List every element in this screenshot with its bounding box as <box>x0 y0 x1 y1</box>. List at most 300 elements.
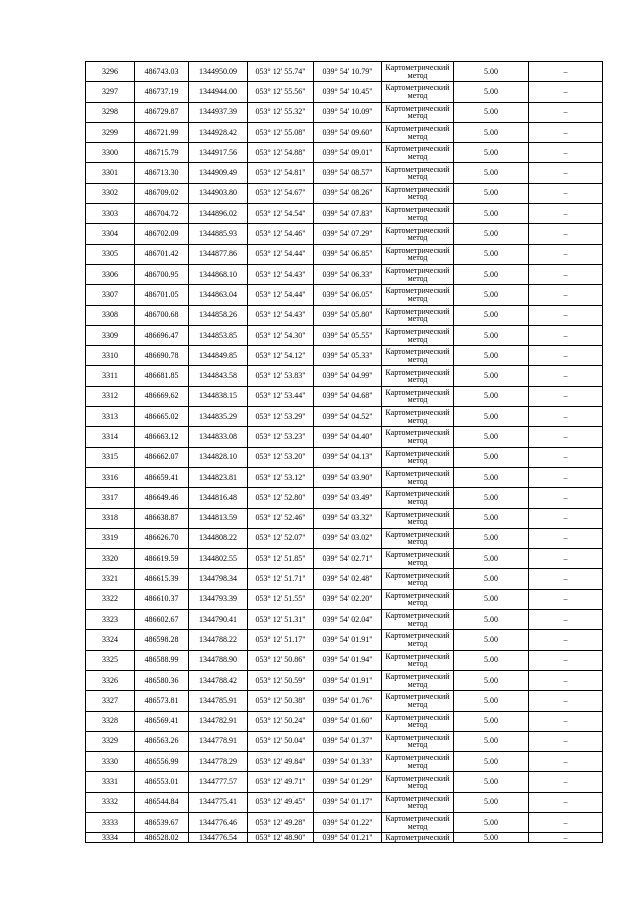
x-coordinate-cell: 486528.02 <box>135 833 189 843</box>
method-cell: Картометрический метод <box>382 650 454 670</box>
y-coordinate-cell: 1344775.41 <box>189 792 248 812</box>
note-cell: – <box>529 62 603 82</box>
x-coordinate-cell: 486563.26 <box>135 731 189 751</box>
accuracy-cell: 5.00 <box>454 204 529 224</box>
note-cell: – <box>529 670 603 690</box>
method-cell: Картометрический метод <box>382 386 454 406</box>
method-cell: Картометрический метод <box>382 325 454 345</box>
longitude-cell: 039° 54' 05.55" <box>314 325 382 345</box>
method-cell: Картометрический метод <box>382 143 454 163</box>
x-coordinate-cell: 486701.05 <box>135 285 189 305</box>
latitude-cell: 053° 12' 54.88" <box>248 143 314 163</box>
y-coordinate-cell: 1344813.59 <box>189 508 248 528</box>
longitude-cell: 039° 54' 02.71" <box>314 549 382 569</box>
x-coordinate-cell: 486700.68 <box>135 305 189 325</box>
table-row <box>86 630 603 650</box>
table-row <box>86 204 603 224</box>
y-coordinate-cell: 1344896.02 <box>189 204 248 224</box>
longitude-cell: 039° 54' 04.40" <box>314 427 382 447</box>
latitude-cell: 053° 12' 50.59" <box>248 670 314 690</box>
accuracy-cell: 5.00 <box>454 691 529 711</box>
accuracy-cell: 5.00 <box>454 752 529 772</box>
method-cell: Картометрический метод <box>382 285 454 305</box>
longitude-cell: 039° 54' 08.26" <box>314 183 382 203</box>
point-number-cell: 3331 <box>86 772 135 792</box>
point-number-cell: 3317 <box>86 488 135 508</box>
latitude-cell: 053° 12' 55.56" <box>248 82 314 102</box>
table-row <box>86 102 603 122</box>
method-cell: Картометрический метод <box>382 630 454 650</box>
longitude-cell: 039° 54' 09.01" <box>314 143 382 163</box>
y-coordinate-cell: 1344798.34 <box>189 569 248 589</box>
longitude-cell: 039° 54' 01.33" <box>314 752 382 772</box>
accuracy-cell: 5.00 <box>454 386 529 406</box>
y-coordinate-cell: 1344788.22 <box>189 630 248 650</box>
y-coordinate-cell: 1344785.91 <box>189 691 248 711</box>
accuracy-cell: 5.00 <box>454 285 529 305</box>
point-number-cell: 3318 <box>86 508 135 528</box>
x-coordinate-cell: 486544.84 <box>135 792 189 812</box>
latitude-cell: 053° 12' 54.67" <box>248 183 314 203</box>
x-coordinate-cell: 486743.03 <box>135 62 189 82</box>
table-row <box>86 549 603 569</box>
longitude-cell: 039° 54' 05.80" <box>314 305 382 325</box>
point-number-cell: 3325 <box>86 650 135 670</box>
longitude-cell: 039° 54' 04.68" <box>314 386 382 406</box>
accuracy-cell: 5.00 <box>454 630 529 650</box>
method-cell: Картометрический метод <box>382 549 454 569</box>
note-cell: – <box>529 285 603 305</box>
latitude-cell: 053° 12' 54.44" <box>248 244 314 264</box>
longitude-cell: 039° 54' 02.04" <box>314 610 382 630</box>
y-coordinate-cell: 1344944.00 <box>189 82 248 102</box>
note-cell: – <box>529 325 603 345</box>
table-row <box>86 386 603 406</box>
latitude-cell: 053° 12' 54.44" <box>248 285 314 305</box>
y-coordinate-cell: 1344868.10 <box>189 264 248 284</box>
longitude-cell: 039° 54' 01.76" <box>314 691 382 711</box>
longitude-cell: 039° 54' 02.20" <box>314 589 382 609</box>
latitude-cell: 053° 12' 52.46" <box>248 508 314 528</box>
table-row <box>86 427 603 447</box>
point-number-cell: 3326 <box>86 670 135 690</box>
y-coordinate-cell: 1344849.85 <box>189 346 248 366</box>
y-coordinate-cell: 1344885.93 <box>189 224 248 244</box>
x-coordinate-cell: 486626.70 <box>135 528 189 548</box>
method-cell: Картометрический метод <box>382 812 454 832</box>
longitude-cell: 039° 54' 10.09" <box>314 102 382 122</box>
accuracy-cell: 5.00 <box>454 589 529 609</box>
x-coordinate-cell: 486704.72 <box>135 204 189 224</box>
point-number-cell: 3328 <box>86 711 135 731</box>
point-number-cell: 3308 <box>86 305 135 325</box>
latitude-cell: 053° 12' 51.85" <box>248 549 314 569</box>
latitude-cell: 053° 12' 49.84" <box>248 752 314 772</box>
latitude-cell: 053° 12' 54.54" <box>248 204 314 224</box>
table-row <box>86 305 603 325</box>
longitude-cell: 039° 54' 01.60" <box>314 711 382 731</box>
table-row <box>86 407 603 427</box>
note-cell: – <box>529 549 603 569</box>
method-cell: Картометрический метод <box>382 508 454 528</box>
x-coordinate-cell: 486737.19 <box>135 82 189 102</box>
table-row <box>86 82 603 102</box>
x-coordinate-cell: 486713.30 <box>135 163 189 183</box>
longitude-cell: 039° 54' 01.91" <box>314 670 382 690</box>
table-row <box>86 731 603 751</box>
accuracy-cell: 5.00 <box>454 833 529 843</box>
x-coordinate-cell: 486715.79 <box>135 143 189 163</box>
longitude-cell: 039° 54' 02.48" <box>314 569 382 589</box>
point-number-cell: 3304 <box>86 224 135 244</box>
method-cell: Картометрический метод <box>382 488 454 508</box>
accuracy-cell: 5.00 <box>454 731 529 751</box>
note-cell: – <box>529 467 603 487</box>
note-cell: – <box>529 792 603 812</box>
y-coordinate-cell: 1344793.39 <box>189 589 248 609</box>
y-coordinate-cell: 1344776.46 <box>189 812 248 832</box>
note-cell: – <box>529 102 603 122</box>
note-cell: – <box>529 711 603 731</box>
table-row <box>86 833 603 843</box>
accuracy-cell: 5.00 <box>454 772 529 792</box>
table-row <box>86 366 603 386</box>
y-coordinate-cell: 1344937.39 <box>189 102 248 122</box>
point-number-cell: 3315 <box>86 447 135 467</box>
table-row <box>86 812 603 832</box>
y-coordinate-cell: 1344877.86 <box>189 244 248 264</box>
table-row <box>86 569 603 589</box>
point-number-cell: 3316 <box>86 467 135 487</box>
longitude-cell: 039° 54' 03.90" <box>314 467 382 487</box>
x-coordinate-cell: 486638.87 <box>135 508 189 528</box>
method-cell: Картометрический метод <box>382 305 454 325</box>
accuracy-cell: 5.00 <box>454 62 529 82</box>
accuracy-cell: 5.00 <box>454 224 529 244</box>
x-coordinate-cell: 486700.95 <box>135 264 189 284</box>
method-cell: Картометрический метод <box>382 691 454 711</box>
point-number-cell: 3321 <box>86 569 135 589</box>
longitude-cell: 039° 54' 08.57" <box>314 163 382 183</box>
point-number-cell: 3302 <box>86 183 135 203</box>
point-number-cell: 3313 <box>86 407 135 427</box>
latitude-cell: 053° 12' 53.23" <box>248 427 314 447</box>
note-cell: – <box>529 122 603 142</box>
table-row <box>86 792 603 812</box>
accuracy-cell: 5.00 <box>454 427 529 447</box>
point-number-cell: 3307 <box>86 285 135 305</box>
accuracy-cell: 5.00 <box>454 447 529 467</box>
x-coordinate-cell: 486690.78 <box>135 346 189 366</box>
x-coordinate-cell: 486702.09 <box>135 224 189 244</box>
note-cell: – <box>529 427 603 447</box>
accuracy-cell: 5.00 <box>454 163 529 183</box>
y-coordinate-cell: 1344863.04 <box>189 285 248 305</box>
accuracy-cell: 5.00 <box>454 305 529 325</box>
method-cell: Картометрический метод <box>382 569 454 589</box>
method-cell: Картометрический метод <box>382 447 454 467</box>
y-coordinate-cell: 1344828.10 <box>189 447 248 467</box>
method-cell: Картометрический метод <box>382 589 454 609</box>
note-cell: – <box>529 183 603 203</box>
x-coordinate-cell: 486598.28 <box>135 630 189 650</box>
accuracy-cell: 5.00 <box>454 143 529 163</box>
accuracy-cell: 5.00 <box>454 488 529 508</box>
accuracy-cell: 5.00 <box>454 264 529 284</box>
note-cell: – <box>529 691 603 711</box>
point-number-cell: 3306 <box>86 264 135 284</box>
table-body <box>86 62 603 843</box>
method-cell: Картометрический метод <box>382 82 454 102</box>
accuracy-cell: 5.00 <box>454 346 529 366</box>
longitude-cell: 039° 54' 06.85" <box>314 244 382 264</box>
x-coordinate-cell: 486665.02 <box>135 407 189 427</box>
x-coordinate-cell: 486709.02 <box>135 183 189 203</box>
accuracy-cell: 5.00 <box>454 102 529 122</box>
accuracy-cell: 5.00 <box>454 82 529 102</box>
x-coordinate-cell: 486553.01 <box>135 772 189 792</box>
latitude-cell: 053° 12' 54.81" <box>248 163 314 183</box>
method-cell: Картометрический метод <box>382 670 454 690</box>
note-cell: – <box>529 82 603 102</box>
accuracy-cell: 5.00 <box>454 325 529 345</box>
accuracy-cell: 5.00 <box>454 508 529 528</box>
y-coordinate-cell: 1344808.22 <box>189 528 248 548</box>
point-number-cell: 3333 <box>86 812 135 832</box>
longitude-cell: 039° 54' 03.32" <box>314 508 382 528</box>
longitude-cell: 039° 54' 03.02" <box>314 528 382 548</box>
table-row <box>86 183 603 203</box>
y-coordinate-cell: 1344778.29 <box>189 752 248 772</box>
point-number-cell: 3296 <box>86 62 135 82</box>
table-row <box>86 163 603 183</box>
x-coordinate-cell: 486662.07 <box>135 447 189 467</box>
note-cell: – <box>529 752 603 772</box>
latitude-cell: 053° 12' 49.45" <box>248 792 314 812</box>
note-cell: – <box>529 407 603 427</box>
accuracy-cell: 5.00 <box>454 528 529 548</box>
method-cell: Картометрический метод <box>382 183 454 203</box>
table-row <box>86 143 603 163</box>
longitude-cell: 039° 54' 01.37" <box>314 731 382 751</box>
note-cell: – <box>529 163 603 183</box>
latitude-cell: 053° 12' 48.90" <box>248 833 314 843</box>
note-cell: – <box>529 386 603 406</box>
point-number-cell: 3300 <box>86 143 135 163</box>
longitude-cell: 039° 54' 01.91" <box>314 630 382 650</box>
y-coordinate-cell: 1344917.56 <box>189 143 248 163</box>
note-cell: – <box>529 244 603 264</box>
point-number-cell: 3327 <box>86 691 135 711</box>
latitude-cell: 053° 12' 51.71" <box>248 569 314 589</box>
accuracy-cell: 5.00 <box>454 549 529 569</box>
y-coordinate-cell: 1344903.80 <box>189 183 248 203</box>
longitude-cell: 039° 54' 04.13" <box>314 447 382 467</box>
point-number-cell: 3320 <box>86 549 135 569</box>
table-row <box>86 589 603 609</box>
point-number-cell: 3314 <box>86 427 135 447</box>
longitude-cell: 039° 54' 09.60" <box>314 122 382 142</box>
note-cell: – <box>529 772 603 792</box>
y-coordinate-cell: 1344835.29 <box>189 407 248 427</box>
accuracy-cell: 5.00 <box>454 244 529 264</box>
latitude-cell: 053° 12' 52.07" <box>248 528 314 548</box>
note-cell: – <box>529 264 603 284</box>
method-cell: Картометрический метод <box>382 346 454 366</box>
table-row <box>86 244 603 264</box>
longitude-cell: 039° 54' 10.79" <box>314 62 382 82</box>
note-cell: – <box>529 346 603 366</box>
method-cell: Картометрический метод <box>382 610 454 630</box>
point-number-cell: 3303 <box>86 204 135 224</box>
y-coordinate-cell: 1344778.91 <box>189 731 248 751</box>
method-cell: Картометрический метод <box>382 122 454 142</box>
point-number-cell: 3301 <box>86 163 135 183</box>
note-cell: – <box>529 833 603 843</box>
table-row <box>86 488 603 508</box>
point-number-cell: 3329 <box>86 731 135 751</box>
latitude-cell: 053° 12' 50.86" <box>248 650 314 670</box>
table-row <box>86 528 603 548</box>
method-cell: Картометрический метод <box>382 224 454 244</box>
latitude-cell: 053° 12' 49.71" <box>248 772 314 792</box>
accuracy-cell: 5.00 <box>454 366 529 386</box>
note-cell: – <box>529 508 603 528</box>
x-coordinate-cell: 486669.62 <box>135 386 189 406</box>
point-number-cell: 3310 <box>86 346 135 366</box>
x-coordinate-cell: 486729.87 <box>135 102 189 122</box>
method-cell: Картометрический метод <box>382 427 454 447</box>
longitude-cell: 039° 54' 01.94" <box>314 650 382 670</box>
y-coordinate-cell: 1344777.57 <box>189 772 248 792</box>
latitude-cell: 053° 12' 52.80" <box>248 488 314 508</box>
latitude-cell: 053° 12' 51.55" <box>248 589 314 609</box>
longitude-cell: 039° 54' 07.29" <box>314 224 382 244</box>
longitude-cell: 039° 54' 10.45" <box>314 82 382 102</box>
y-coordinate-cell: 1344833.08 <box>189 427 248 447</box>
method-cell: Картометрический метод <box>382 528 454 548</box>
latitude-cell: 053° 12' 55.08" <box>248 122 314 142</box>
table-row <box>86 650 603 670</box>
table-row <box>86 670 603 690</box>
latitude-cell: 053° 12' 53.12" <box>248 467 314 487</box>
y-coordinate-cell: 1344858.26 <box>189 305 248 325</box>
note-cell: – <box>529 305 603 325</box>
latitude-cell: 053° 12' 55.74" <box>248 62 314 82</box>
latitude-cell: 053° 12' 51.17" <box>248 630 314 650</box>
x-coordinate-cell: 486659.41 <box>135 467 189 487</box>
latitude-cell: 053° 12' 53.44" <box>248 386 314 406</box>
accuracy-cell: 5.00 <box>454 122 529 142</box>
table-row <box>86 122 603 142</box>
y-coordinate-cell: 1344838.15 <box>189 386 248 406</box>
method-cell: Картометрический метод <box>382 204 454 224</box>
note-cell: – <box>529 812 603 832</box>
latitude-cell: 053° 12' 54.43" <box>248 264 314 284</box>
method-cell: Картометрический метод <box>382 467 454 487</box>
point-number-cell: 3311 <box>86 366 135 386</box>
y-coordinate-cell: 1344928.42 <box>189 122 248 142</box>
x-coordinate-cell: 486556.99 <box>135 752 189 772</box>
y-coordinate-cell: 1344853.85 <box>189 325 248 345</box>
method-cell: Картометрический <box>382 833 454 843</box>
point-number-cell: 3324 <box>86 630 135 650</box>
latitude-cell: 053° 12' 53.29" <box>248 407 314 427</box>
point-number-cell: 3299 <box>86 122 135 142</box>
method-cell: Картометрический метод <box>382 772 454 792</box>
table-row <box>86 346 603 366</box>
longitude-cell: 039° 54' 06.33" <box>314 264 382 284</box>
y-coordinate-cell: 1344909.49 <box>189 163 248 183</box>
accuracy-cell: 5.00 <box>454 812 529 832</box>
table-row <box>86 691 603 711</box>
accuracy-cell: 5.00 <box>454 407 529 427</box>
table-row <box>86 610 603 630</box>
table-row <box>86 62 603 82</box>
latitude-cell: 053° 12' 51.31" <box>248 610 314 630</box>
y-coordinate-cell: 1344816.48 <box>189 488 248 508</box>
method-cell: Картометрический метод <box>382 366 454 386</box>
accuracy-cell: 5.00 <box>454 670 529 690</box>
note-cell: – <box>529 488 603 508</box>
note-cell: – <box>529 224 603 244</box>
latitude-cell: 053° 12' 50.38" <box>248 691 314 711</box>
table-row <box>86 752 603 772</box>
x-coordinate-cell: 486569.41 <box>135 711 189 731</box>
accuracy-cell: 5.00 <box>454 792 529 812</box>
point-number-cell: 3322 <box>86 589 135 609</box>
table-row <box>86 447 603 467</box>
accuracy-cell: 5.00 <box>454 569 529 589</box>
method-cell: Картометрический метод <box>382 102 454 122</box>
accuracy-cell: 5.00 <box>454 650 529 670</box>
longitude-cell: 039° 54' 07.83" <box>314 204 382 224</box>
note-cell: – <box>529 528 603 548</box>
table-row <box>86 711 603 731</box>
note-cell: – <box>529 366 603 386</box>
note-cell: – <box>529 610 603 630</box>
table-row <box>86 467 603 487</box>
table-row <box>86 264 603 284</box>
y-coordinate-cell: 1344788.42 <box>189 670 248 690</box>
latitude-cell: 053° 12' 54.46" <box>248 224 314 244</box>
accuracy-cell: 5.00 <box>454 711 529 731</box>
note-cell: – <box>529 569 603 589</box>
method-cell: Картометрический метод <box>382 244 454 264</box>
point-number-cell: 3312 <box>86 386 135 406</box>
method-cell: Картометрический метод <box>382 752 454 772</box>
note-cell: – <box>529 630 603 650</box>
x-coordinate-cell: 486588.99 <box>135 650 189 670</box>
x-coordinate-cell: 486539.67 <box>135 812 189 832</box>
longitude-cell: 039° 54' 01.22" <box>314 812 382 832</box>
latitude-cell: 053° 12' 54.43" <box>248 305 314 325</box>
latitude-cell: 053° 12' 49.28" <box>248 812 314 832</box>
note-cell: – <box>529 650 603 670</box>
y-coordinate-cell: 1344788.90 <box>189 650 248 670</box>
table-row <box>86 508 603 528</box>
point-number-cell: 3334 <box>86 833 135 843</box>
longitude-cell: 039° 54' 04.99" <box>314 366 382 386</box>
x-coordinate-cell: 486615.39 <box>135 569 189 589</box>
latitude-cell: 053° 12' 54.30" <box>248 325 314 345</box>
longitude-cell: 039° 54' 05.33" <box>314 346 382 366</box>
coordinates-table <box>85 61 603 843</box>
latitude-cell: 053° 12' 50.24" <box>248 711 314 731</box>
y-coordinate-cell: 1344843.58 <box>189 366 248 386</box>
method-cell: Картометрический метод <box>382 792 454 812</box>
latitude-cell: 053° 12' 55.32" <box>248 102 314 122</box>
